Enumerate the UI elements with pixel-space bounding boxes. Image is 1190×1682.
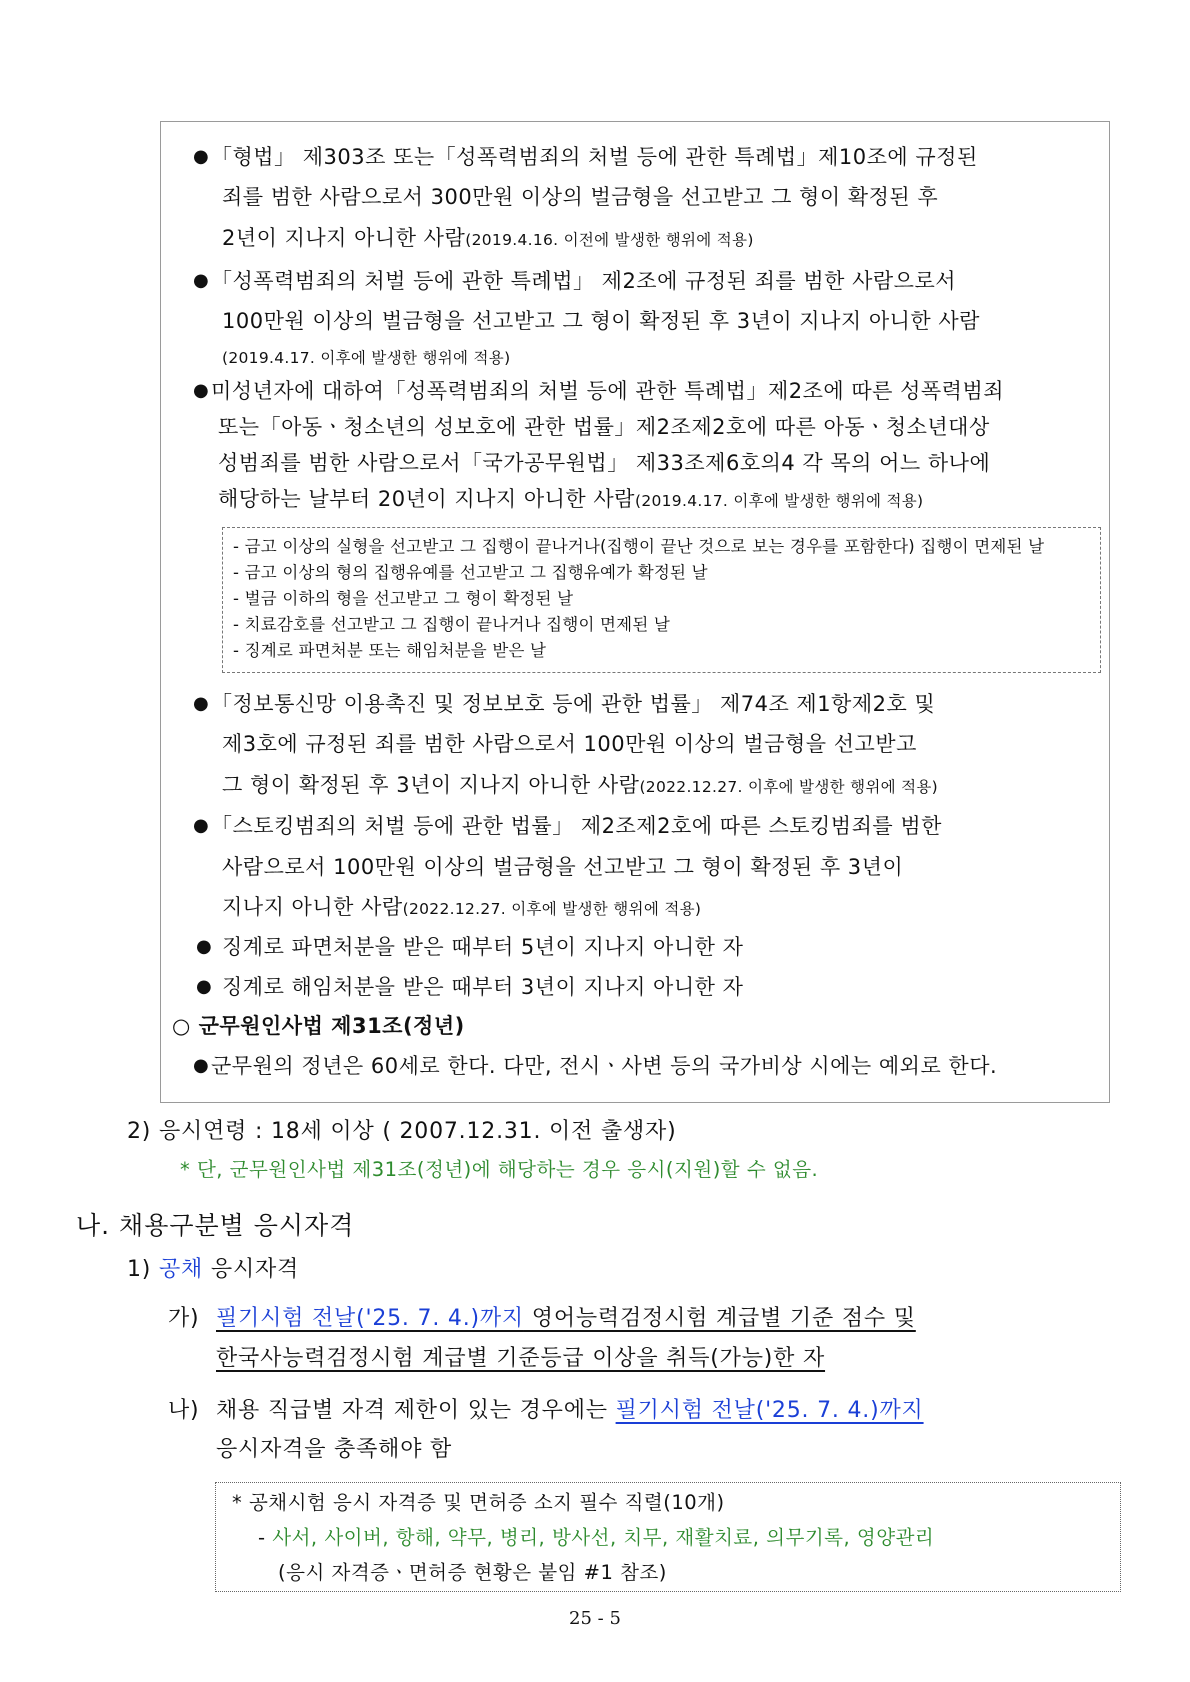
section-na-heading: 나. 채용구분별 응시자격: [76, 1211, 355, 1240]
bullet-5-marker: ●: [193, 815, 209, 836]
bullet-1-line-3-text: 2년이 지나지 아니한 사람: [222, 226, 466, 250]
bullet-5-line-2: 사람으로서 100만원 이상의 벌금형을 선고받고 그 형이 확정된 후 3년이: [222, 855, 904, 879]
release-date-item-1: - 금고 이상의 실형을 선고받고 그 집행이 끝나거나(집행이 끝난 것으로 보는 경우를 포함한다) 집행이 면제된 날: [233, 537, 1045, 556]
item-ga-deadline: 필기시험 전날('25. 7. 4.)까지: [216, 1306, 524, 1331]
item-na-pre: 채용 직급별 자격 제한이 있는 경우에는: [216, 1398, 616, 1423]
license-required-list: [258, 1524, 934, 1552]
age-note: * 단, 군무원인사법 제31조(정년)에 해당하는 경우 응시(지원)할 수 없음.: [180, 1158, 819, 1181]
open-recruit-keyword: 공채: [158, 1257, 204, 1282]
open-recruit-heading: [127, 1256, 299, 1284]
item-ga-line-2: 한국사능력검정시험 계급별 기준등급 이상을 취득(가능)한 자: [216, 1346, 826, 1371]
bullet-8-marker: ●: [193, 1055, 209, 1076]
bullet-3-line-4-text: 해당하는 날부터 20년이 지나지 아니한 사람: [218, 487, 635, 511]
item-na-line-1: [216, 1397, 924, 1425]
bullet-7-text: 징계로 해임처분을 받은 때부터 3년이 지나지 아니한 자: [222, 975, 744, 999]
bullet-1-note: (2019.4.16. 이전에 발생한 행위에 적용): [465, 231, 754, 249]
item-ga-rest: 영어능력검정시험 계급별 기준 점수 및: [523, 1306, 916, 1331]
license-list-series: 사서, 사이버, 항해, 약무, 병리, 방사선, 치무, 재활치료, 의무기록, 영양관리: [272, 1526, 935, 1549]
open-recruit-rest: 응시자격: [203, 1257, 300, 1282]
release-date-item-3: - 벌금 이하의 형을 선고받고 그 형이 확정된 날: [233, 589, 574, 608]
bullet-4-marker: ●: [193, 693, 209, 714]
item-na-line-2: 응시자격을 충족해야 함: [216, 1437, 453, 1462]
bullet-5-line-1: 「스토킹범죄의 처벌 등에 관한 법률」 제2조제2호에 따른 스토킹범죄를 범한: [211, 814, 942, 838]
release-date-item-5: - 징계로 파면처분 또는 해임처분을 받은 날: [233, 641, 547, 660]
retirement-section-text: 군무원인사법 제31조(정년): [198, 1014, 465, 1038]
bullet-2-line-3: [222, 342, 510, 372]
bullet-5-line-3: [222, 893, 701, 923]
bullet-1-line-3: [222, 224, 754, 254]
bullet-1-line-2: 죄를 범한 사람으로서 300만원 이상의 벌금형을 선고받고 그 형이 확정된 후: [222, 185, 939, 209]
license-required-box: [215, 1482, 1121, 1592]
bullet-4-line-1: 「정보통신망 이용촉진 및 정보보호 등에 관한 법률」 제74조 제1항제2호 및: [211, 692, 936, 716]
bullet-4-line-2: 제3호에 규정된 죄를 범한 사람으로서 100만원 이상의 벌금형을 선고받고: [222, 732, 917, 756]
item-na-label: 나): [168, 1398, 200, 1423]
open-recruit-prefix: 1): [127, 1257, 159, 1282]
bullet-3-note: (2019.4.17. 이후에 발생한 행위에 적용): [634, 492, 924, 510]
bullet-3-line-3: 성범죄를 범한 사람으로서「국가공무원법」 제33조제6호의4 각 목의 어느 하나에: [218, 451, 991, 475]
bullet-4-line-3: [222, 771, 938, 801]
license-list-dash: -: [258, 1526, 273, 1549]
item-na-deadline: 필기시험 전날('25. 7. 4.)까지: [615, 1398, 924, 1423]
bullet-6-marker: ●: [196, 936, 212, 957]
bullet-5-line-3-text: 지나지 아니한 사람: [222, 895, 403, 919]
license-required-title: * 공채시험 응시 자격증 및 면허증 소지 필수 직렬(10개): [232, 1491, 725, 1514]
bullet-1-line-1: 「형법」 제303조 또는「성폭력범죄의 처벌 등에 관한 특례법」제10조에 규정된: [211, 145, 978, 169]
circle-mark-icon: ○: [172, 1014, 191, 1038]
license-required-ref: (응시 자격증ㆍ면허증 현황은 붙임 #1 참조): [278, 1561, 667, 1584]
bullet-3-marker: ●: [193, 380, 209, 401]
bullet-3-line-4: [218, 485, 923, 515]
release-date-list: [222, 527, 1101, 673]
bullet-2-marker: ●: [193, 270, 209, 291]
bullet-2-line-2: 100만원 이상의 벌금형을 선고받고 그 형이 확정된 후 3년이 지나지 아니한 사람: [222, 309, 980, 333]
bullet-2-line-1: 「성폭력범죄의 처벌 등에 관한 특례법」 제2조에 규정된 죄를 범한 사람으로서: [211, 269, 957, 293]
item-ga-label: 가): [168, 1306, 200, 1331]
item-ga-line-1: [216, 1305, 916, 1333]
retirement-section-title: [172, 1012, 465, 1040]
bullet-7-marker: ●: [196, 976, 212, 997]
bullet-1-marker: ●: [193, 146, 209, 167]
bullet-3-line-2: 또는「아동ㆍ청소년의 성보호에 관한 법률」제2조제2호에 따른 아동ㆍ청소년대상: [218, 415, 990, 439]
bullet-8-text: 군무원의 정년은 60세로 한다. 다만, 전시ㆍ사변 등의 국가비상 시에는 예외로 한다.: [211, 1054, 998, 1078]
bullet-2-note: (2019.4.17. 이후에 발생한 행위에 적용): [222, 349, 511, 367]
bullet-6-text: 징계로 파면처분을 받은 때부터 5년이 지나지 아니한 자: [222, 935, 744, 959]
page-number: 25 - 5: [569, 1608, 621, 1629]
release-date-item-2: - 금고 이상의 형의 집행유예를 선고받고 그 집행유예가 확정된 날: [233, 563, 708, 582]
bullet-4-line-3-text: 그 형이 확정된 후 3년이 지나지 아니한 사람: [222, 773, 640, 797]
bullet-4-note: (2022.12.27. 이후에 발생한 행위에 적용): [639, 778, 939, 796]
age-heading: 2) 응시연령 : 18세 이상 ( 2007.12.31. 이전 출생자): [127, 1119, 677, 1144]
bullet-5-note: (2022.12.27. 이후에 발생한 행위에 적용): [402, 900, 702, 918]
bullet-3-line-1: 미성년자에 대하여「성폭력범죄의 처벌 등에 관한 특례법」제2조에 따른 성폭력범죄: [211, 379, 1005, 403]
release-date-item-4: - 치료감호를 선고받고 그 집행이 끝나거나 집행이 면제된 날: [233, 615, 671, 634]
